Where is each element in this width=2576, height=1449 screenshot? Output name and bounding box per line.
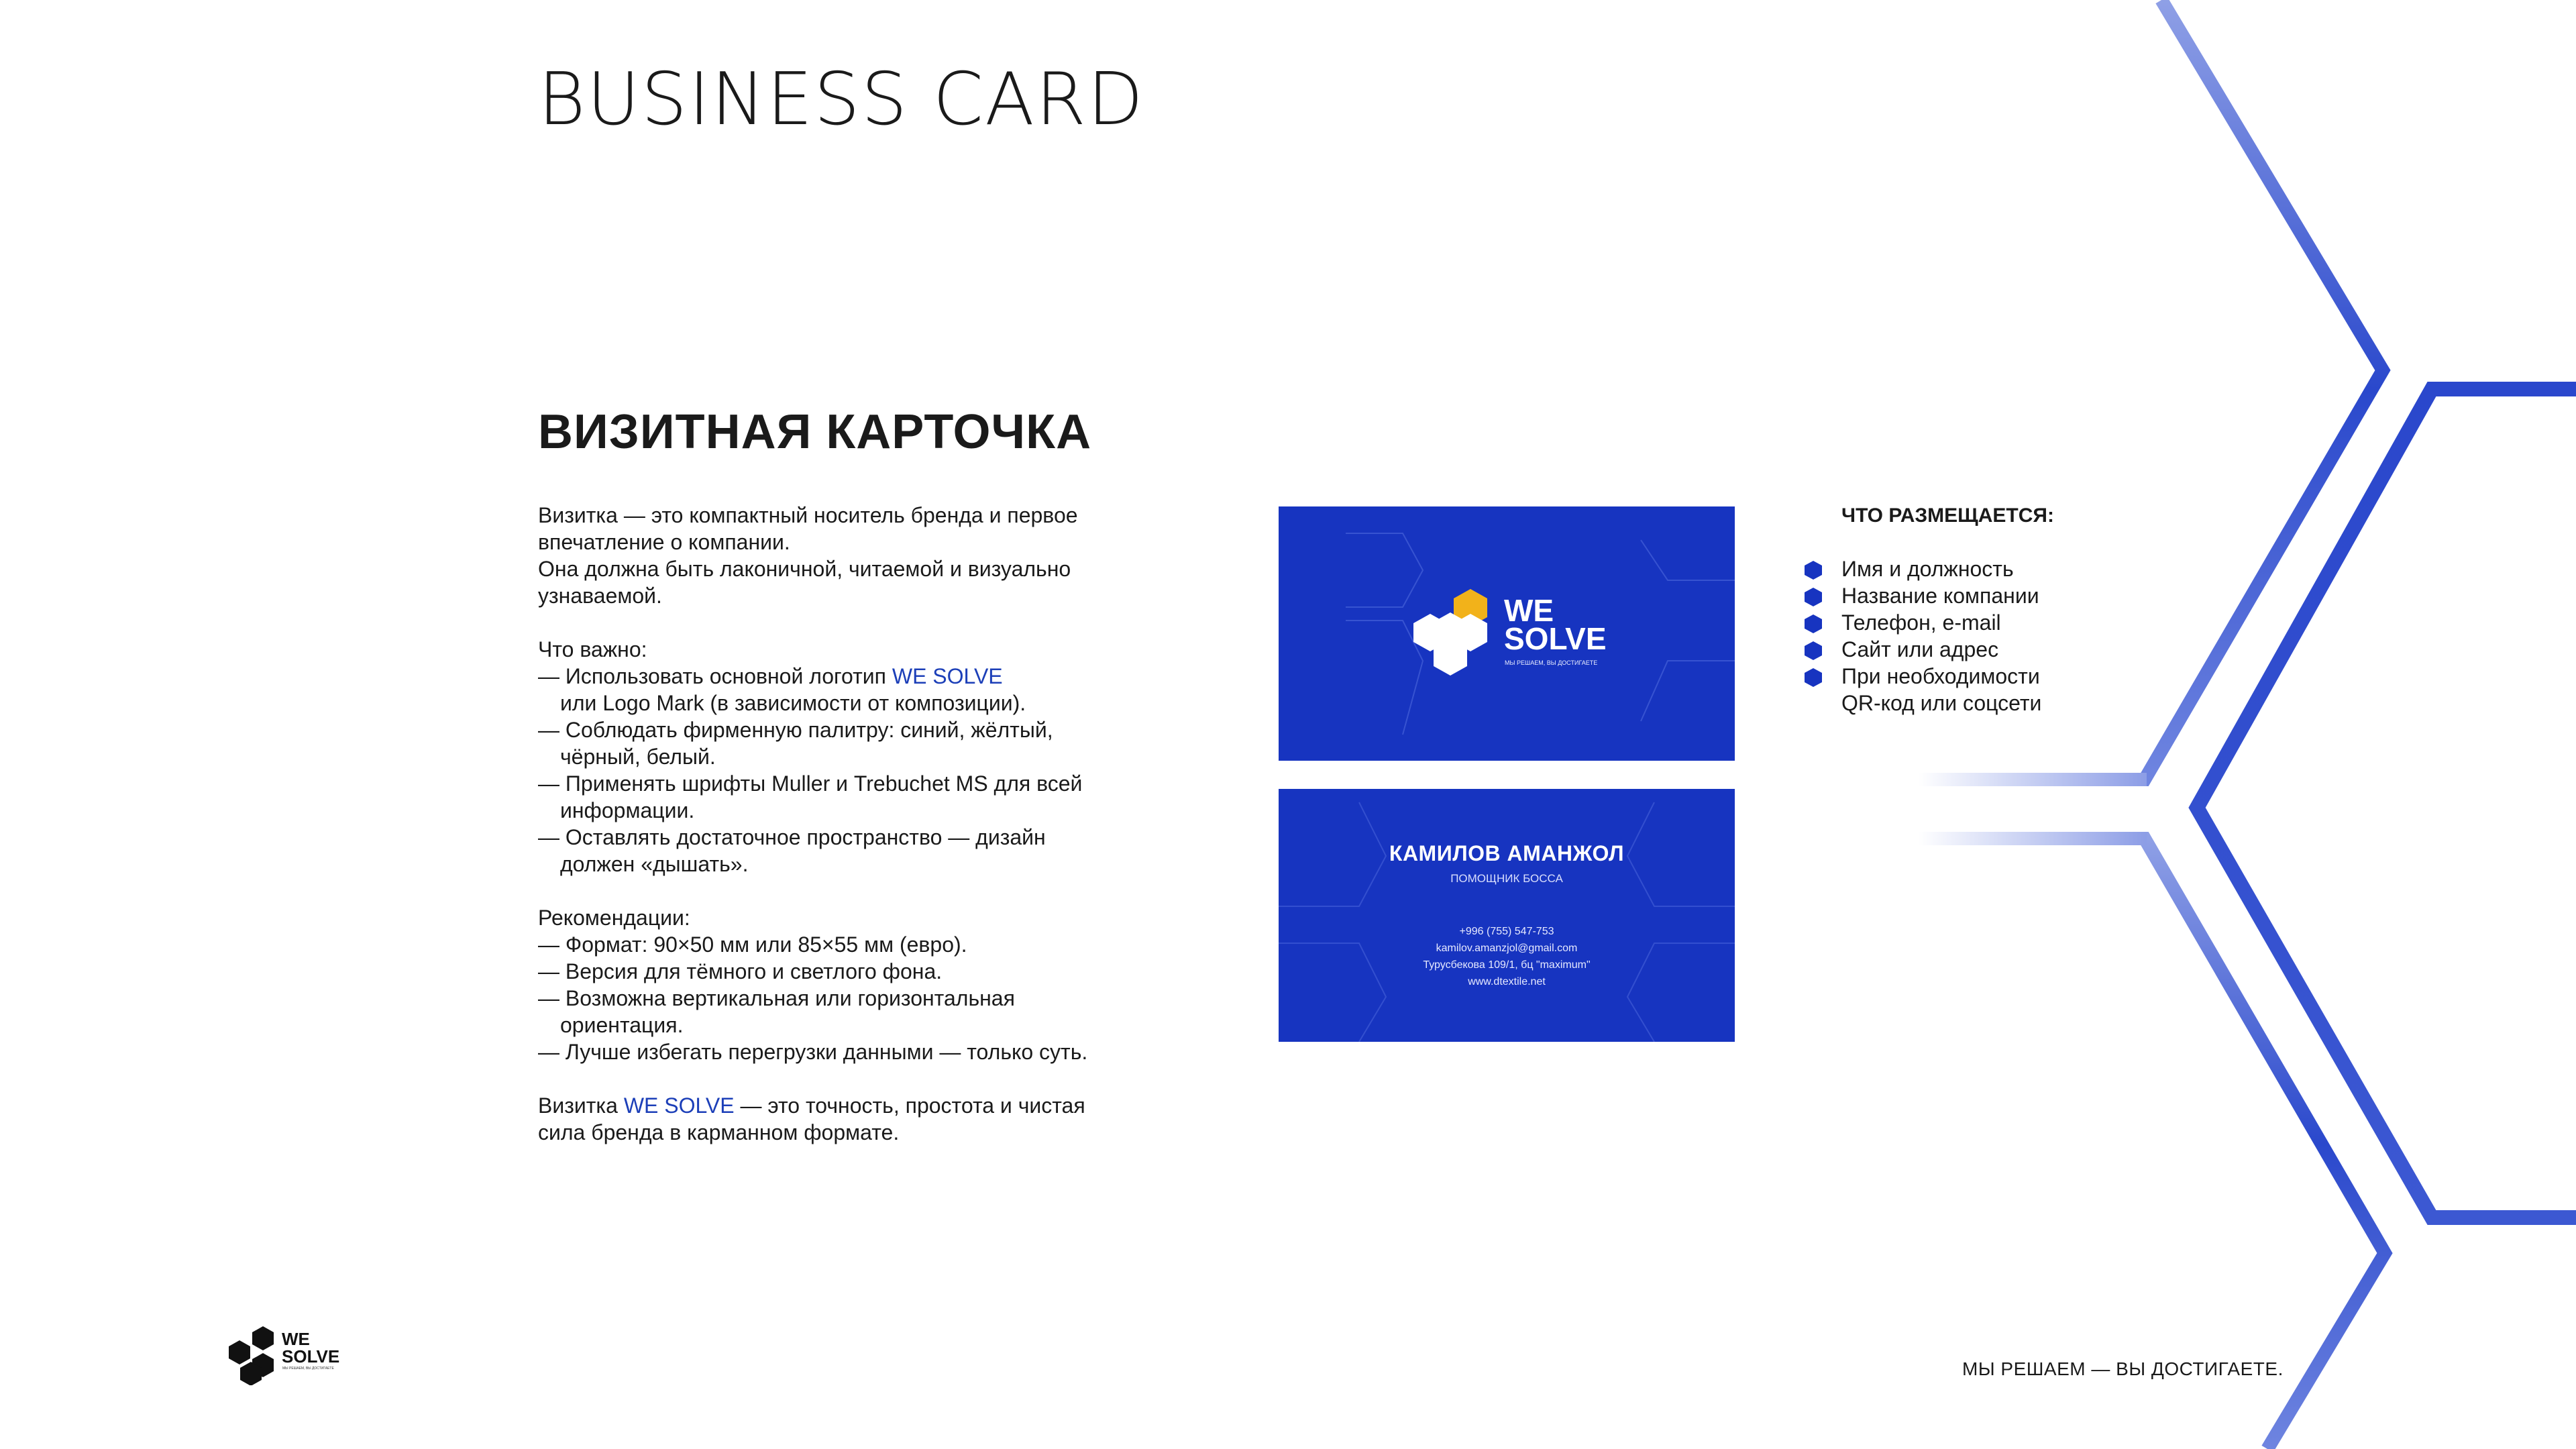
footer-logo-wordmark: [282, 1330, 339, 1365]
card-back-decoration: [1279, 789, 1735, 1042]
placement-title: ЧТО РАЗМЕЩАЕТСЯ:: [1841, 504, 2054, 527]
placement-item: [1803, 663, 2041, 690]
footer-hexagon-icon: [225, 1325, 282, 1385]
placement-item-label: QR-код или соцсети: [1841, 691, 2042, 715]
placement-item-label: Сайт или адрес: [1841, 637, 1999, 661]
placement-item: [1803, 582, 2041, 609]
placement-item-label: Имя и должность: [1841, 557, 2014, 581]
footer-slogan: МЫ РЕШАЕМ — ВЫ ДОСТИГАЕТЕ.: [1962, 1358, 2284, 1379]
hexagon-bullet-icon: [1803, 641, 1823, 661]
outro-text-b: — это точность, простота и чистая: [734, 1093, 1085, 1118]
brand-name-mention: WE SOLVE: [892, 664, 1003, 688]
business-card-front: [1279, 506, 1735, 761]
card-email: kamilov.amanzjol@gmail.com: [1436, 943, 1578, 954]
recommendation-3: — Возможна вертикальная или горизонтальная: [538, 986, 1015, 1010]
placement-item-label: Название компании: [1841, 584, 2039, 608]
card-contact-info: [1279, 923, 1735, 990]
logo-tagline: МЫ РЕШАЕМ, ВЫ ДОСТИГАЕТЕ: [1505, 659, 1598, 666]
footer-logo-tagline: МЫ РЕШАЕМ, ВЫ ДОСТИГАЕТЕ: [282, 1366, 334, 1371]
card-website: www.dtextile.net: [1468, 976, 1546, 987]
recommendation-2: — Версия для тёмного и светлого фона.: [538, 959, 943, 983]
logo-word-solve: SOLVE: [1504, 621, 1607, 656]
card-person-name: КАМИЛОВ АМАНЖОЛ: [1389, 841, 1625, 865]
description-text: [538, 502, 1128, 1146]
important-item-4: — Оставлять достаточное пространство — дизайн: [538, 825, 1046, 849]
hexagon-bullet-icon: [1803, 667, 1823, 688]
card-person-role: ПОМОЩНИК БОССА: [1450, 872, 1563, 885]
card-phone: +996 (755) 547-753: [1459, 926, 1554, 937]
hexagon-bullet-icon: [1803, 587, 1823, 607]
card-address: Турусбекова 109/1, бц "maximum": [1423, 959, 1591, 971]
placement-item: [1803, 636, 2041, 663]
placement-item: [1803, 609, 2041, 636]
intro-paragraph-1: Визитка — это компактный носитель бренда и первое впечатление о компании.: [538, 503, 1078, 554]
outro-line-1: [538, 1092, 1128, 1119]
placement-list: [1803, 555, 2041, 716]
recommendations-title: Рекомендации:: [538, 906, 690, 930]
we-solve-logo: [1410, 586, 1611, 686]
recommendation-1: — Формат: 90×50 мм или 85×55 мм (евро).: [538, 932, 967, 957]
brand-name-mention-2: WE SOLVE: [623, 1093, 735, 1118]
important-item-1-cont: или Logo Mark (в зависимости от композиции).: [560, 691, 1026, 715]
important-item-3: — Применять шрифты Muller и Trebuchet MS для всей: [538, 771, 1083, 796]
important-title: Что важно:: [538, 637, 647, 661]
important-item-4-cont: должен «дышать».: [560, 852, 749, 876]
recommendation-3-cont: ориентация.: [560, 1013, 684, 1037]
footer-logo-solve: SOLVE: [282, 1346, 340, 1366]
placement-item-label: Телефон, e-mail: [1841, 610, 2001, 635]
important-item-2-cont: чёрный, белый.: [560, 745, 716, 769]
outro-line-2: сила бренда в карманном формате.: [538, 1120, 900, 1144]
hexagon-bullet-icon: [1803, 560, 1823, 580]
important-item-1-text: — Использовать основной логотип: [538, 664, 892, 688]
section-heading: ВИЗИТНАЯ КАРТОЧКА: [538, 405, 1092, 459]
placement-item: [1803, 555, 2041, 582]
important-item-3-cont: информации.: [560, 798, 695, 822]
intro-paragraph-2: Она должна быть лаконичной, читаемой и визуально узнаваемой.: [538, 557, 1071, 608]
logo-word-we: WE: [1504, 593, 1554, 628]
recommendation-4: — Лучше избегать перегрузки данными — только суть.: [538, 1040, 1088, 1064]
logo-wordmark: [1504, 593, 1607, 656]
page-title: BUSINESS CARD: [538, 58, 1145, 142]
outro-text-a: Визитка: [538, 1093, 624, 1118]
business-card-back: [1279, 789, 1735, 1042]
important-item-1: [538, 663, 1128, 690]
placement-item: [1803, 690, 2041, 716]
hexagon-logo-icon: [1410, 586, 1504, 686]
placement-item-label: При необходимости: [1841, 664, 2040, 688]
important-item-2: — Соблюдать фирменную палитру: синий, жёлтый,: [538, 718, 1053, 742]
footer-logo: [225, 1325, 360, 1385]
footer-logo-we: WE: [282, 1329, 310, 1349]
hexagon-bullet-icon: [1803, 614, 1823, 634]
